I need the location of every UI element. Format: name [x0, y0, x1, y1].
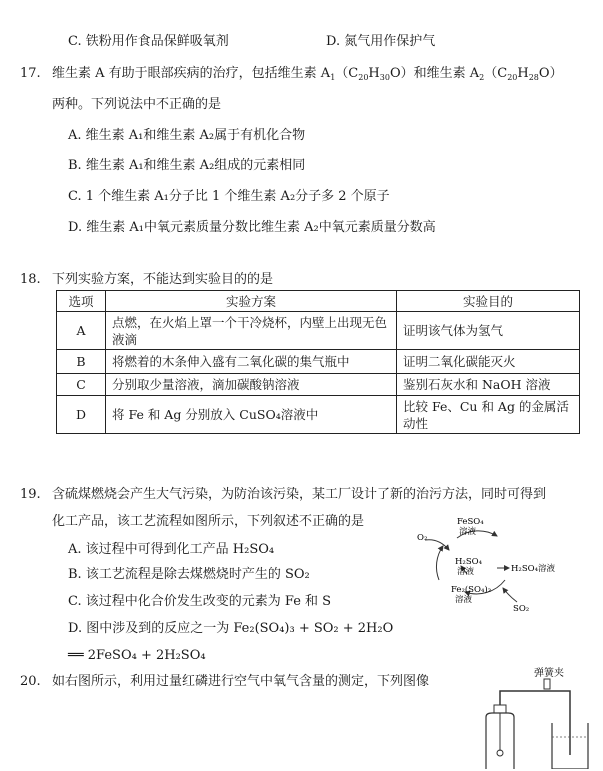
- table-row: [57, 312, 580, 350]
- row-goal: 证明该气体为氢气: [397, 312, 580, 350]
- label-h2so4-solution: 溶液: [457, 567, 475, 577]
- table-row: [57, 350, 580, 374]
- label-h2so4-output: H₂SO₄溶液: [511, 564, 556, 574]
- q19-stem-line1: 含硫煤燃烧会产生大气污染，为防治该污染，某工厂设计了新的治污方法，同时可得到: [52, 487, 547, 502]
- table-row: [57, 396, 580, 434]
- q19-option-c: C. 该过程中化合价发生改变的元素为 Fe 和 S: [68, 594, 332, 609]
- label-fe2so43-solution: 溶液: [455, 595, 473, 605]
- q16-option-d: D. 氮气用作保护气: [326, 34, 436, 49]
- row-option: B: [57, 350, 106, 374]
- q19-option-d-line2: ══ 2FeSO₄ + 2H₂SO₄: [68, 648, 206, 663]
- row-plan: 将 Fe 和 Ag 分别放入 CuSO₄溶液中: [106, 396, 397, 434]
- row-option: C: [57, 374, 106, 396]
- row-plan: 点燃，在火焰上罩一个干冷烧杯，内壁上出现无色液滴: [106, 312, 397, 350]
- row-option: D: [57, 396, 106, 434]
- q19-option-d: D. 图中涉及到的反应之一为 Fe₂(SO₄)₃ + SO₂ + 2H₂O: [68, 621, 394, 636]
- q19-number: 19.: [20, 487, 41, 502]
- table-row: [57, 374, 580, 396]
- spring-clamp-icon: [544, 679, 550, 689]
- q19-option-b: B. 该工艺流程是除去煤燃烧时产生的 SO₂: [68, 567, 310, 582]
- row-plan: 分别取少量溶液，滴加碳酸钠溶液: [106, 374, 397, 396]
- q17-option-d: D. 维生素 A₁中氧元素质量分数比维生素 A₂中氧元素质量分数高: [68, 220, 436, 235]
- label-feso4-solution: 溶液: [459, 527, 477, 537]
- q17-option-c: C. 1 个维生素 A₁分子比 1 个维生素 A₂分子多 2 个原子: [68, 189, 390, 204]
- q19-option-a: A. 该过程中可得到化工产品 H₂SO₄: [68, 542, 275, 557]
- header-option: 选项: [57, 291, 106, 312]
- red-phosphorus-apparatus: [480, 665, 590, 769]
- header-goal: 实验目的: [397, 291, 580, 312]
- label-h2so4: H₂SO₄: [455, 557, 483, 567]
- q18-number: 18.: [20, 272, 41, 287]
- experiment-table: [56, 290, 580, 434]
- q17-option-b: B. 维生素 A₁和维生素 A₂组成的元素相同: [68, 158, 306, 173]
- glass-tube: [500, 691, 570, 755]
- label-o2: O₂: [417, 533, 428, 543]
- row-goal: 证明二氧化碳能灭火: [397, 350, 580, 374]
- q17-stem-line2: 两种。下列说法中不正确的是: [52, 97, 222, 112]
- q19-stem-line2: 化工产品，该工艺流程如图所示，下列叙述不正确的是: [52, 514, 365, 529]
- row-option: A: [57, 312, 106, 350]
- row-goal: 鉴别石灰水和 NaOH 溶液: [397, 374, 580, 396]
- q20-number: 20.: [20, 674, 41, 689]
- header-plan: 实验方案: [106, 291, 397, 312]
- table-header-row: [57, 291, 580, 312]
- q16-option-c: C. 铁粉用作食品保鲜吸氧剂: [68, 34, 229, 49]
- label-fe2so43: Fe₂(SO₄)₃: [451, 585, 492, 595]
- q17-stem: 维生素 A 有助于眼部疾病的治疗，包括维生素 $A_1(C_{20}H_{30}O)$和维生素 $A_2(C_{20}H_{28}O)$: [52, 66, 563, 82]
- row-goal: 比较 Fe、Cu 和 Ag 的金属活动性: [397, 396, 580, 434]
- q17-option-a: A. 维生素 A₁和维生素 A₂属于有机化合物: [68, 128, 306, 143]
- q17-number: 17.: [20, 66, 41, 81]
- stopper: [494, 705, 506, 713]
- label-feso4: FeSO₄: [457, 517, 484, 527]
- spring-clamp-label: 弹簧夹: [534, 668, 564, 679]
- process-flow-diagram: [405, 510, 565, 614]
- row-plan: 将燃着的木条伸入盛有二氧化碳的集气瓶中: [106, 350, 397, 374]
- q20-stem: 如右图所示，利用过量红磷进行空气中氧气含量的测定，下列图像: [52, 674, 430, 689]
- label-so2: SO₂: [513, 604, 530, 614]
- q18-stem: 下列实验方案，不能达到实验目的的是: [52, 272, 274, 287]
